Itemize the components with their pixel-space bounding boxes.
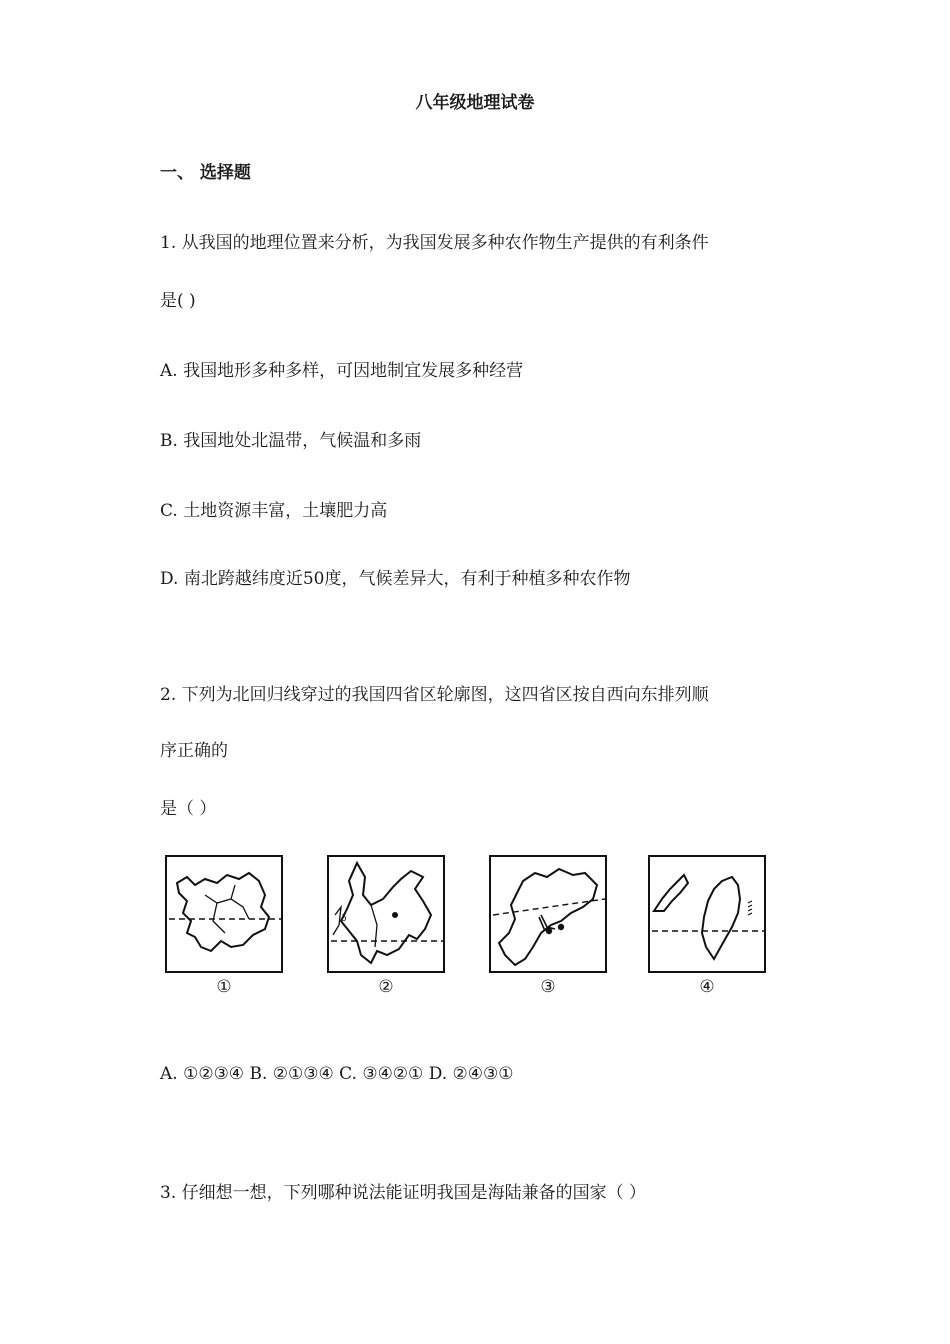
q1-stem-line2: 是( ) [160, 291, 196, 311]
map-label-1: ① [216, 977, 232, 997]
province-map-2 [327, 855, 445, 973]
q2-options: A. ①②③④ B. ②①③④ C. ③④②① D. ②④③① [160, 1064, 514, 1084]
province-map-4 [648, 855, 766, 973]
q1-option-b: B. 我国地处北温带，气候温和多雨 [160, 431, 422, 451]
map-label-2: ② [378, 977, 394, 997]
q2-stem-line1: 2. 下列为北回归线穿过的我国四省区轮廓图，这四省区按自西向东排列顺 [160, 685, 709, 705]
svg-text:ō: ō [341, 914, 347, 924]
q3-stem: 3. 仔细想一想，下列哪种说法能证明我国是海陆兼备的国家（ ） [160, 1183, 647, 1203]
q1-option-c: C. 土地资源丰富，土壤肥力高 [160, 501, 388, 521]
q1-option-a: A. 我国地形多种多样，可因地制宜发展多种经营 [160, 361, 524, 381]
q2-stem-line2: 序正确的 [160, 741, 228, 761]
province-map-1 [165, 855, 283, 973]
province-map-3 [489, 855, 607, 973]
section-heading: 一、 选择题 [160, 163, 251, 183]
document-title: 八年级地理试卷 [415, 93, 535, 113]
province-outline-figure [0, 855, 950, 1005]
q2-stem-line3: 是（ ） [160, 799, 217, 819]
q1-option-d: D. 南北跨越纬度近50度，气候差异大，有利于种植多种农作物 [160, 569, 631, 589]
q1-stem-line1: 1. 从我国的地理位置来分析，为我国发展多种农作物生产提供的有利条件 [160, 233, 709, 253]
map-label-4: ④ [699, 977, 715, 997]
map-label-3: ③ [540, 977, 556, 997]
